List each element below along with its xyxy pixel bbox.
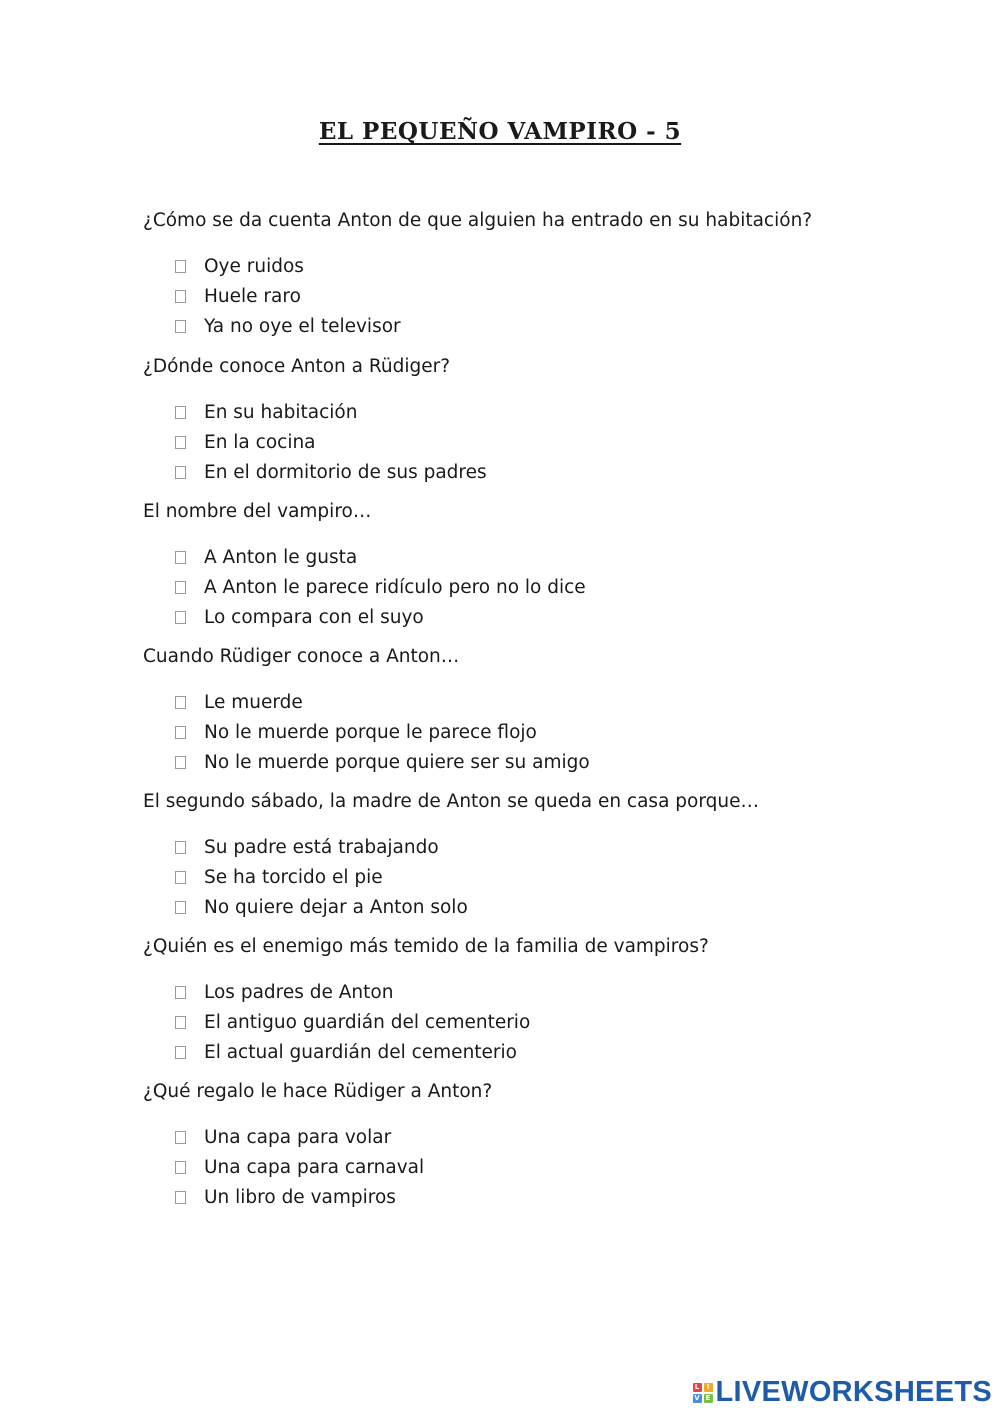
option-label: Lo compara con el suyo xyxy=(204,606,424,628)
checkbox[interactable] xyxy=(175,986,186,999)
checkbox[interactable] xyxy=(175,726,186,739)
option-label: No le muerde porque le parece flojo xyxy=(204,721,537,743)
question-block xyxy=(143,790,903,922)
answer-option[interactable] xyxy=(143,572,903,602)
question-text: ¿Qué regalo le hace Rüdiger a Anton? xyxy=(143,1081,493,1102)
answer-option[interactable] xyxy=(143,281,903,311)
logo-letter: E xyxy=(704,1394,713,1403)
answer-option[interactable] xyxy=(143,862,903,892)
worksheet-title: EL PEQUEÑO VAMPIRO - 5 xyxy=(318,118,682,145)
question-text: ¿Dónde conoce Anton a Rüdiger? xyxy=(143,356,451,377)
option-label: Se ha torcido el pie xyxy=(204,866,383,888)
option-list xyxy=(143,251,903,341)
checkbox[interactable] xyxy=(175,1131,186,1144)
option-label: No quiere dejar a Anton solo xyxy=(204,896,468,918)
answer-option[interactable] xyxy=(143,1122,903,1152)
question-block xyxy=(143,1080,903,1212)
question-text: ¿Cómo se da cuenta Anton de que alguien ha entrado en su habitación? xyxy=(143,210,813,231)
option-label: Ya no oye el televisor xyxy=(204,315,401,337)
answer-option[interactable] xyxy=(143,602,903,632)
answer-option[interactable] xyxy=(143,1182,903,1212)
answer-option[interactable] xyxy=(143,542,903,572)
question-text: ¿Quién es el enemigo más temido de la familia de vampiros? xyxy=(143,936,709,957)
option-label: Los padres de Anton xyxy=(204,981,394,1003)
checkbox[interactable] xyxy=(175,436,186,449)
logo-letter: I xyxy=(704,1383,713,1392)
checkbox[interactable] xyxy=(175,551,186,564)
checkbox[interactable] xyxy=(175,320,186,333)
option-label: En la cocina xyxy=(204,431,316,453)
option-list xyxy=(143,977,903,1067)
option-label: No le muerde porque quiere ser su amigo xyxy=(204,751,590,773)
option-label: A Anton le parece ridículo pero no lo dice xyxy=(204,576,586,598)
answer-option[interactable] xyxy=(143,457,903,487)
checkbox[interactable] xyxy=(175,756,186,769)
answer-option[interactable] xyxy=(143,832,903,862)
answer-option[interactable] xyxy=(143,251,903,281)
option-label: Una capa para carnaval xyxy=(204,1156,425,1178)
option-list xyxy=(143,687,903,777)
answer-option[interactable] xyxy=(143,1007,903,1037)
option-label: A Anton le gusta xyxy=(204,546,358,568)
checkbox[interactable] xyxy=(175,901,186,914)
logo-letter: V xyxy=(694,1393,700,1402)
option-label: El actual guardián del cementerio xyxy=(204,1041,517,1063)
answer-option[interactable] xyxy=(143,397,903,427)
answer-option[interactable] xyxy=(143,311,903,341)
checkbox[interactable] xyxy=(175,1191,186,1204)
option-label: Le muerde xyxy=(204,691,303,713)
checkbox[interactable] xyxy=(175,581,186,594)
checkbox[interactable] xyxy=(175,1046,186,1059)
checkbox[interactable] xyxy=(175,260,186,273)
option-label: Su padre está trabajando xyxy=(204,836,439,858)
brand-name: LIVEWORKSHEETS xyxy=(715,1376,992,1408)
checkbox[interactable] xyxy=(175,841,186,854)
logo-mark-icon xyxy=(693,1383,713,1403)
checkbox[interactable] xyxy=(175,611,186,624)
question-block xyxy=(143,935,903,1067)
answer-option[interactable] xyxy=(143,427,903,457)
option-list xyxy=(143,832,903,922)
checkbox[interactable] xyxy=(175,290,186,303)
option-list xyxy=(143,1122,903,1212)
answer-option[interactable] xyxy=(143,977,903,1007)
checkbox[interactable] xyxy=(175,466,186,479)
question-text: Cuando Rüdiger conoce a Anton… xyxy=(143,646,460,667)
liveworksheets-logo xyxy=(693,1376,993,1409)
option-label: Huele raro xyxy=(204,285,301,307)
answer-option[interactable] xyxy=(143,1037,903,1067)
question-block xyxy=(143,500,903,632)
option-label: El antiguo guardián del cementerio xyxy=(204,1011,531,1033)
checkbox[interactable] xyxy=(175,1161,186,1174)
question-block xyxy=(143,209,903,341)
option-label: Una capa para volar xyxy=(204,1126,392,1148)
answer-option[interactable] xyxy=(143,892,903,922)
option-list xyxy=(143,542,903,632)
answer-option[interactable] xyxy=(143,747,903,777)
checkbox[interactable] xyxy=(175,406,186,419)
question-text: El segundo sábado, la madre de Anton se queda en casa porque… xyxy=(143,791,759,812)
option-label: Un libro de vampiros xyxy=(204,1186,396,1208)
answer-option[interactable] xyxy=(143,687,903,717)
question-block xyxy=(143,355,903,487)
option-label: Oye ruidos xyxy=(204,255,304,277)
option-label: En el dormitorio de sus padres xyxy=(204,461,487,483)
checkbox[interactable] xyxy=(175,871,186,884)
option-label: En su habitación xyxy=(204,401,358,423)
logo-letter: L xyxy=(693,1383,702,1392)
answer-option[interactable] xyxy=(143,717,903,747)
checkbox[interactable] xyxy=(175,1016,186,1029)
checkbox[interactable] xyxy=(175,696,186,709)
question-block xyxy=(143,645,903,777)
answer-option[interactable] xyxy=(143,1152,903,1182)
question-text: El nombre del vampiro… xyxy=(143,501,372,522)
option-list xyxy=(143,397,903,487)
